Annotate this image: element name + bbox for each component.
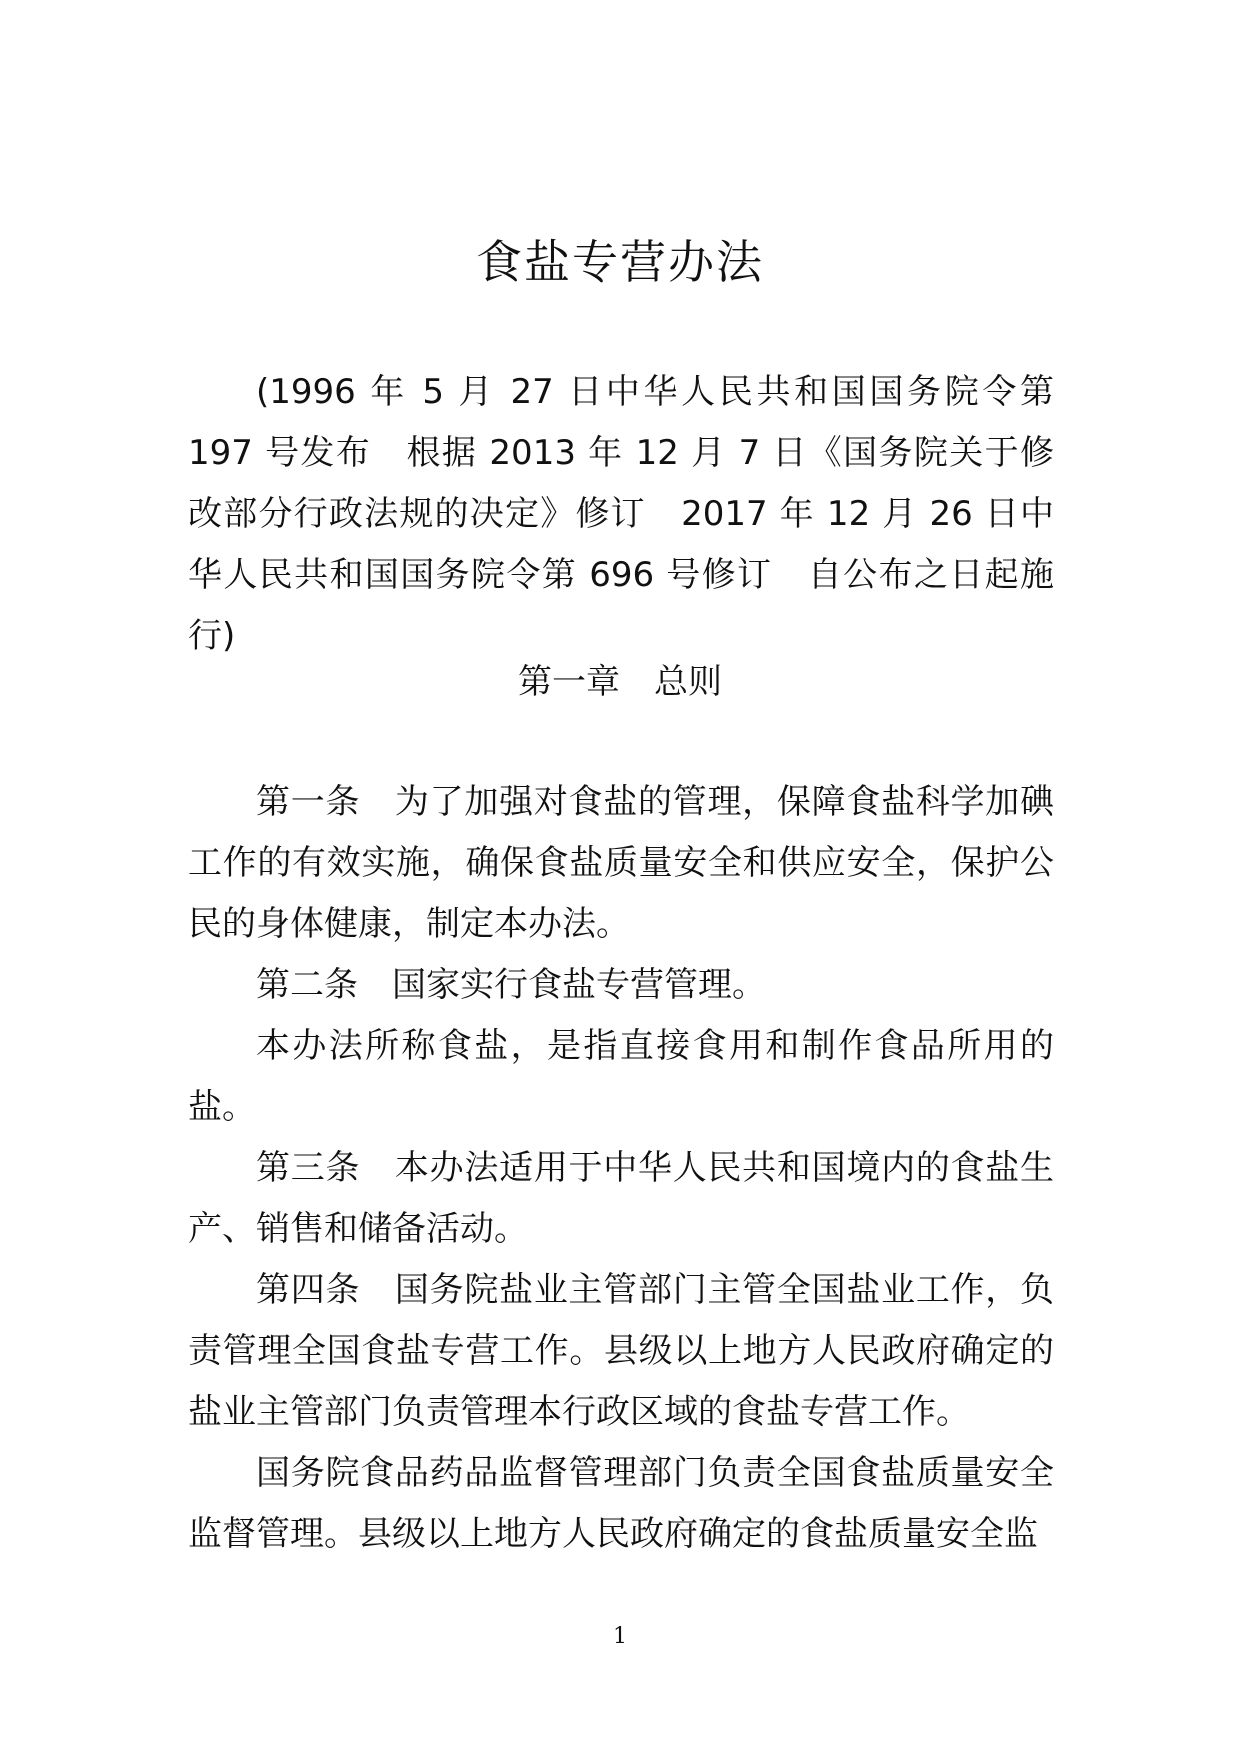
article-body — [188, 772, 1054, 1565]
article-1-paragraph: 第一条 为了加强对食盐的管理，保障食盐科学加碘工作的有效实施，确保食盐质量安全和供应安全，保护公民的身体健康，制定本办法。 — [188, 782, 1054, 944]
article-4-second-paragraph: 国务院食品药品监督管理部门负责全国食盐质量安全监督管理。县级以上地方人民政府确定的食盐质量安全监 — [188, 1453, 1054, 1554]
chapter-heading: 第一章 总则 — [518, 662, 722, 702]
article-3-paragraph: 第三条 本办法适用于中华人民共和国境内的食盐生产、销售和储备活动。 — [188, 1148, 1054, 1249]
document-title: 食盐专营办法 — [476, 235, 764, 289]
page-number: 1 — [613, 1624, 627, 1649]
article-2-definition-paragraph: 本办法所称食盐，是指直接食用和制作食品所用的盐。 — [188, 1026, 1054, 1127]
article-2-paragraph: 第二条 国家实行食盐专营管理。 — [256, 965, 766, 1005]
article-4-paragraph: 第四条 国务院盐业主管部门主管全国盐业工作，负责管理全国食盐专营工作。县级以上地方人民政府确定的盐业主管部门负责管理本行政区域的食盐专营工作。 — [188, 1270, 1054, 1432]
preamble-paragraph: (1996 年 5 月 27 日中华人民共和国国务院令第 197 号发布 根据 2013 年 12 月 7 日《国务院关于修改部分行政法规的决定》修订 2017 年 12 月 26 日中华人民共和国国务院令第 696 号修订 自公布之日起施行) — [188, 372, 1054, 656]
